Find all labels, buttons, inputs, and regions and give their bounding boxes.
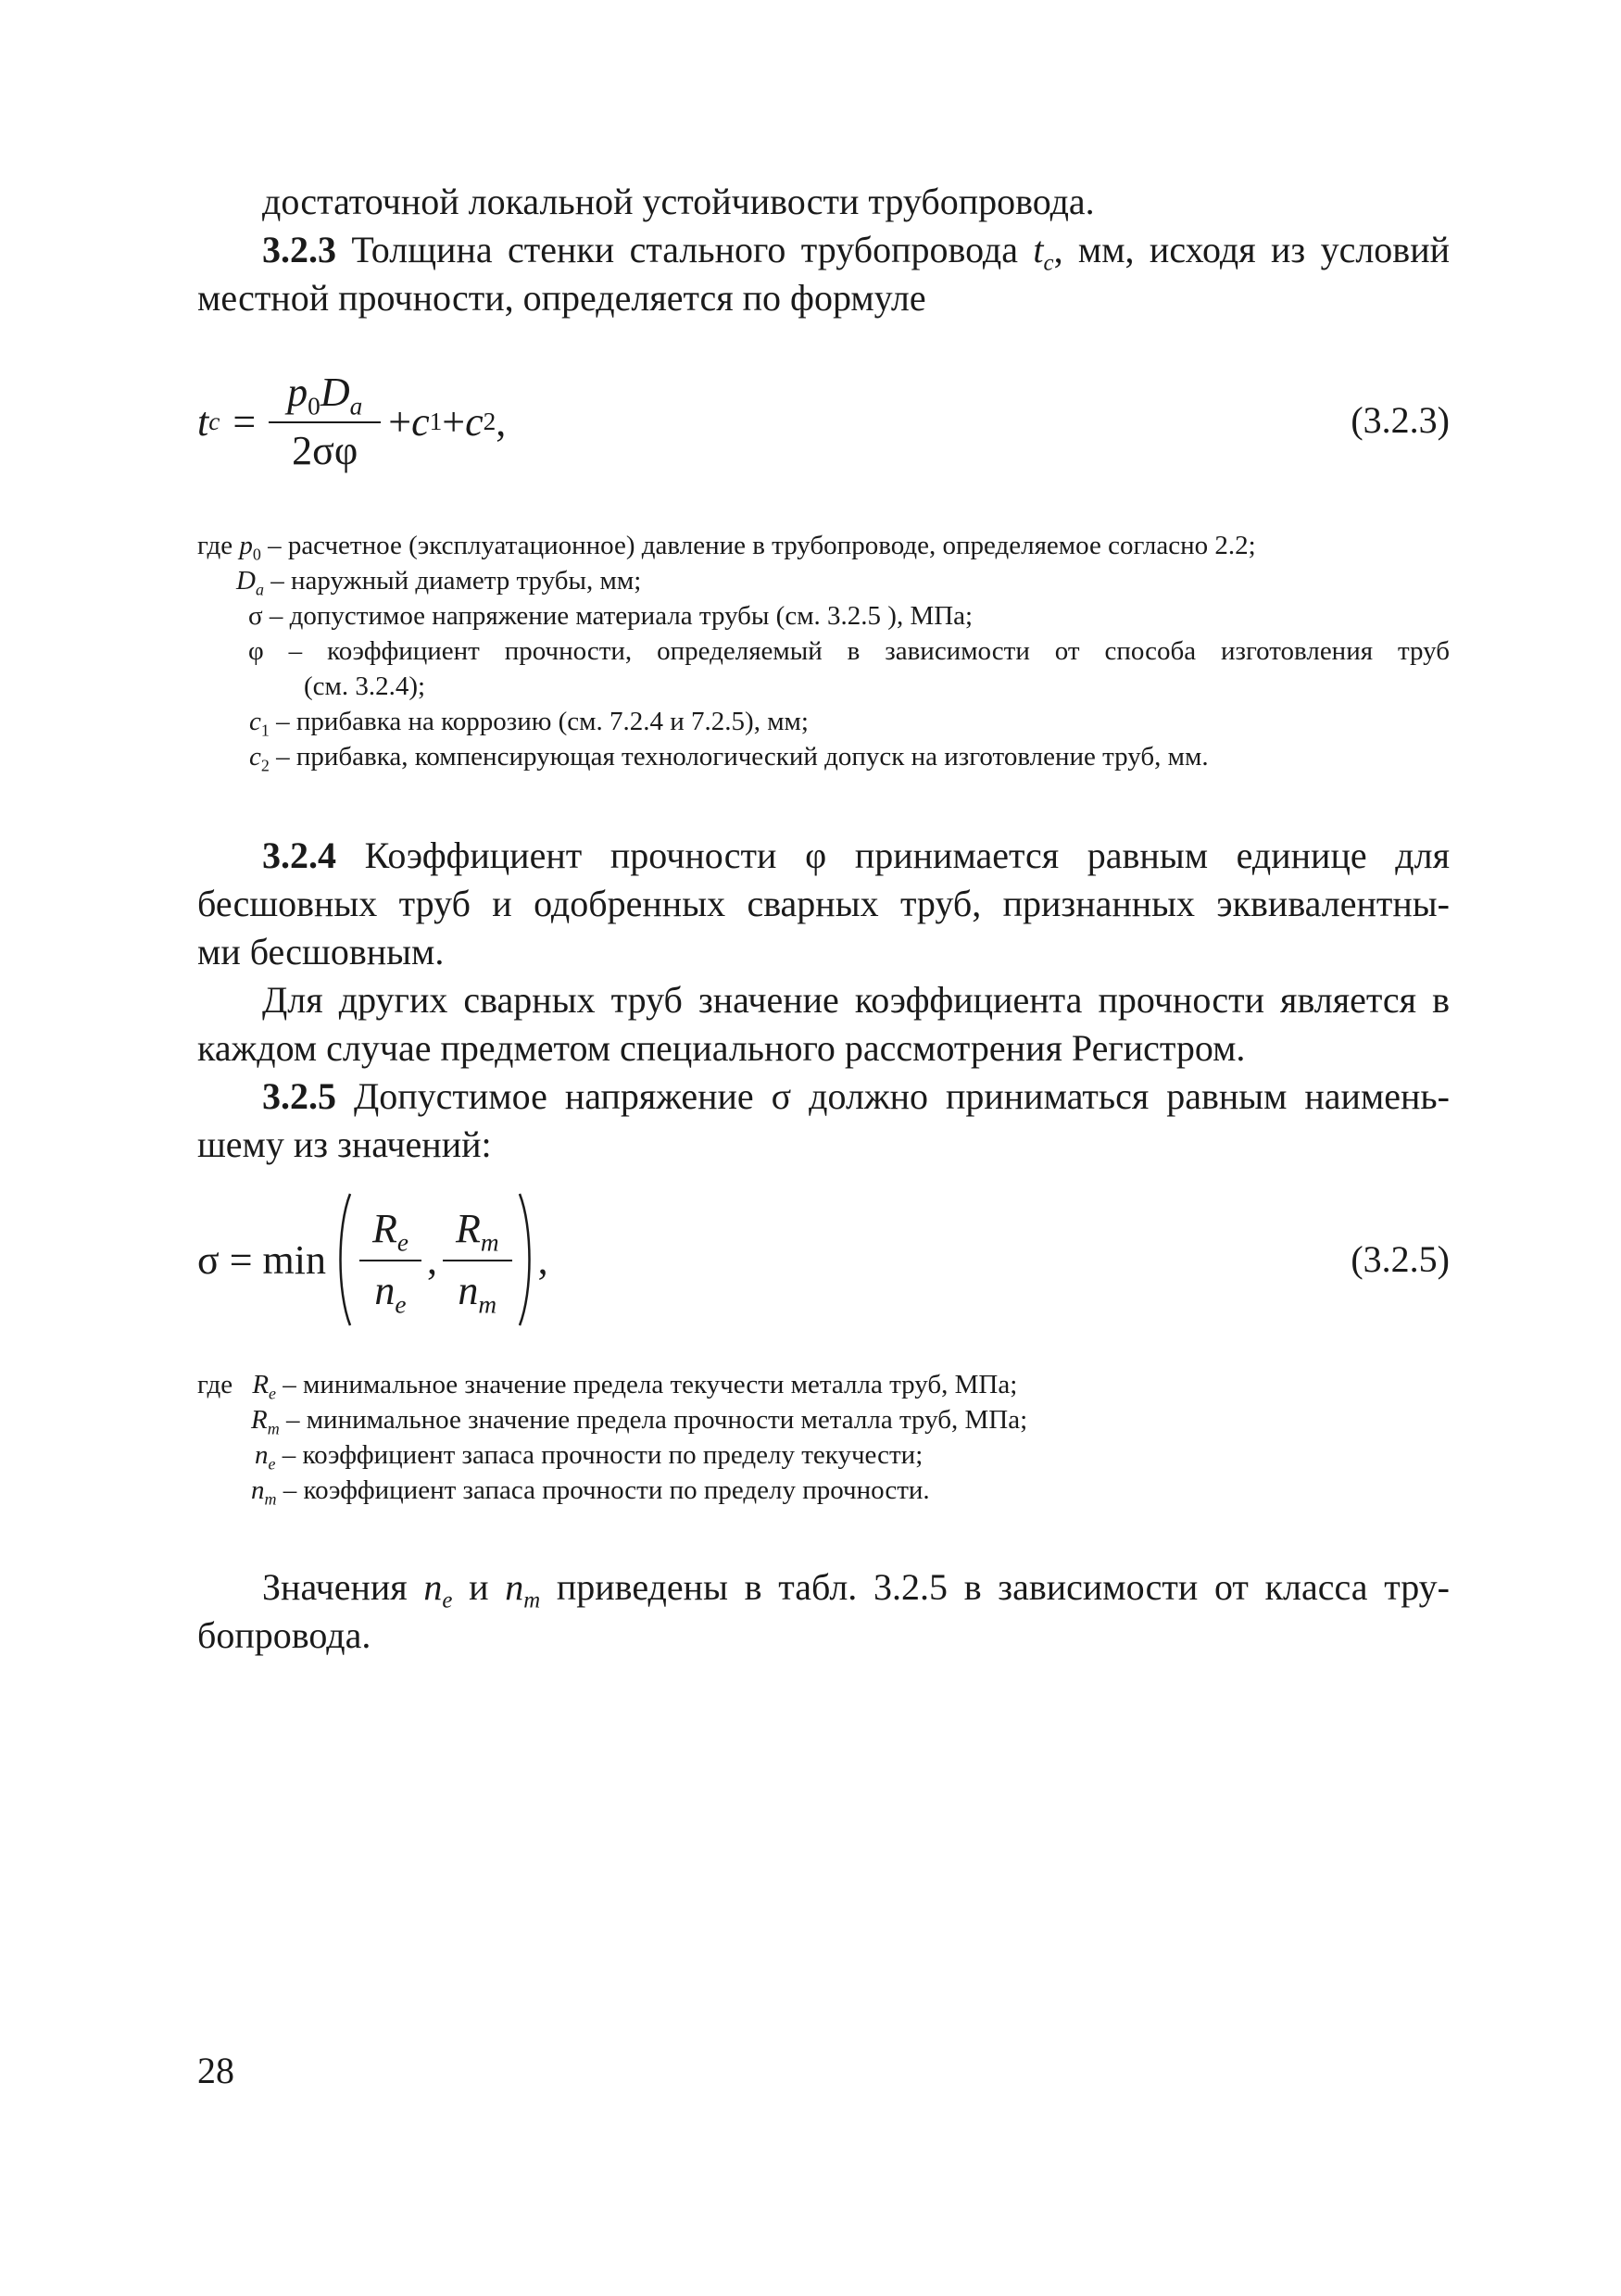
- section-3-2-3-line2: местной прочности, определяется по формуле: [197, 277, 926, 319]
- section-3-2-3-line1: 3.2.3 Толщина стенки стального трубопровода $t_c$, мм, исходя из условий: [262, 229, 1451, 276]
- section-3-2-4: 3.2.4 Коэффициент прочности φ принимается равным единице для бесшовных труб и одобренных сварных труб, признанных эквивалентны- ми бесшовным. Для других сварных труб значение коэффициента прочности является в каждом случае предметом специального рассмотрения Регистром.: [197, 834, 1450, 1069]
- fraction: $\frac{R_m}{n_m}$: [443, 1205, 512, 1314]
- section-3-2-5: 3.2.5 Допустимое напряжение σ должно приниматься равным наимень- шему из значений:: [197, 1075, 1450, 1165]
- where-item: $n_e$ – коэффициент запаса прочности по пределу текучести;: [255, 1440, 924, 1474]
- where-item: φ – коэффициент прочности, определяемый в зависимости от способа изготовления труб: [248, 636, 1450, 666]
- intro-line: достаточной локальной устойчивости трубопровода.: [262, 181, 1095, 222]
- where-list-3-2-5: [197, 1367, 1450, 1508]
- right-paren: [516, 1190, 538, 1329]
- where-item: $D_a$ – наружный диаметр трубы, мм;: [236, 566, 642, 599]
- where-item: $c_2$ – прибавка, компенсирующая технологический допуск на изготовление труб, мм.: [249, 742, 1209, 775]
- variable: t: [1033, 229, 1044, 270]
- where-item: $R_m$ – минимальное значение предела прочности металла труб, МПа;: [251, 1405, 1028, 1438]
- where-list-3-2-3: [197, 528, 1450, 774]
- section-number: 3.2.3: [262, 229, 336, 270]
- section-number: 3.2.5: [262, 1075, 336, 1117]
- where-item: σ – допустимое напряжение материала трубы (см. 3.2.5 ), МПа;: [248, 601, 974, 631]
- section-number: 3.2.4: [262, 834, 336, 876]
- where-item: $c_1$ – прибавка на коррозию (см. 7.2.4 и 7.2.5), мм;: [249, 707, 809, 740]
- equation-number: (3.2.3): [1351, 399, 1450, 441]
- closing-paragraph: Значения $n_e$ и $n_m$ приведены в табл. 3.2.5 в зависимости от класса тру- бопровода.: [197, 1566, 1450, 1656]
- equation-3-2-5: σ = min $\frac{R_e}{n_e}$ , $\frac{R_m}{n_m}$ ,: [197, 1186, 548, 1334]
- page-number: 28: [197, 2050, 234, 2091]
- left-paren: [332, 1190, 354, 1329]
- where-item: где $p_0$ – расчетное (эксплуатационное) давление в трубопроводе, определяемое согласно 2.2;: [197, 531, 1256, 564]
- equation-3-2-3: t c = $\frac{p_0D_a}{2\sigma\varphi}$ + c 1 + c 2 ,: [197, 370, 507, 473]
- where-item: (см. 3.2.4);: [304, 671, 426, 701]
- fraction: $\frac{R_e}{n_e}$: [359, 1205, 421, 1314]
- where-item: $n_m$ – коэффициент запаса прочности по пределу прочности.: [251, 1475, 930, 1509]
- equation-number: (3.2.5): [1351, 1238, 1450, 1280]
- where-item: где $R_e$ – минимальное значение предела текучести металла труб, МПа;: [197, 1370, 1018, 1403]
- fraction: $\frac{p_0D_a}{2\sigma\varphi}$: [269, 369, 381, 474]
